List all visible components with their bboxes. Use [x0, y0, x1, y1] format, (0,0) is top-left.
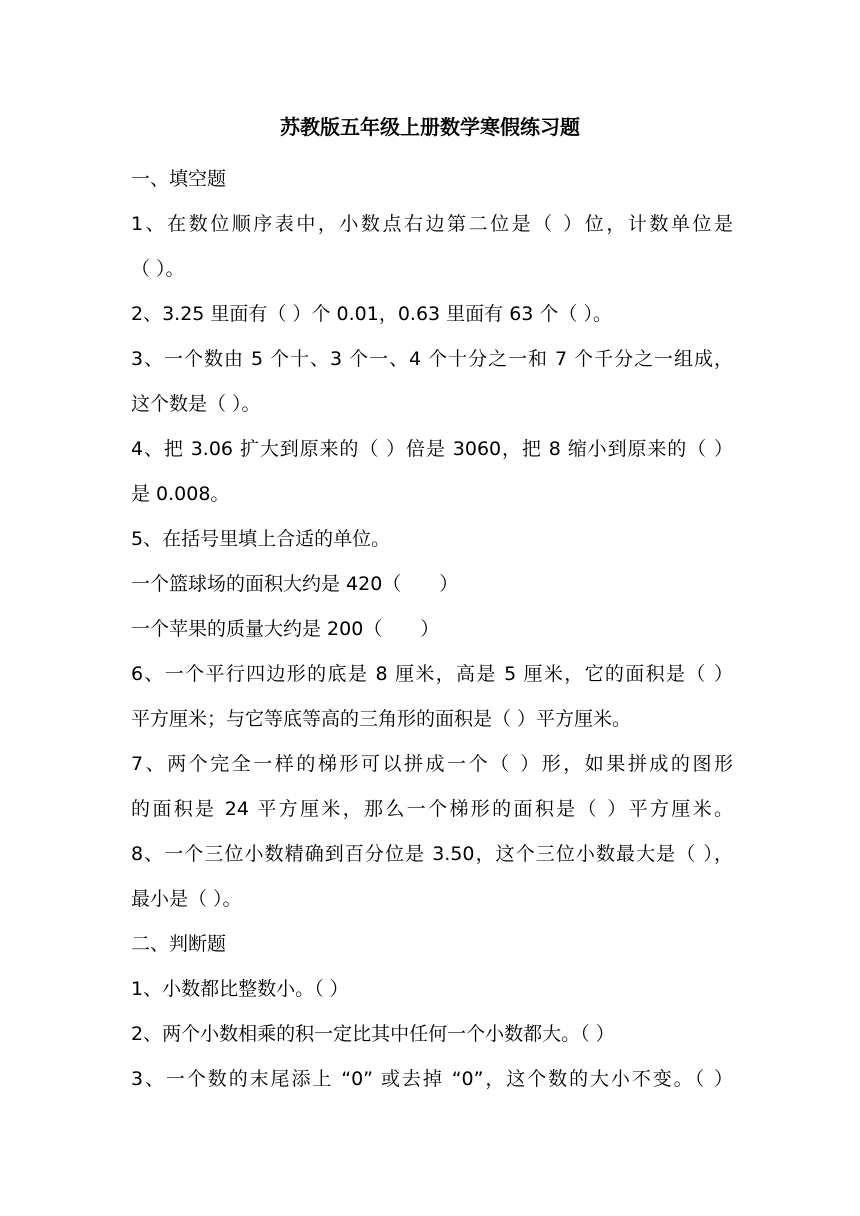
question-3-line-1: 3、一个数由 5 个十、3 个一、4 个十分之一和 7 个千分之一组成，: [131, 348, 733, 370]
judge-question-2: 2、两个小数相乘的积一定比其中任何一个小数都大。（ ）: [131, 1023, 615, 1045]
question-7-line-1: 7、两个完全一样的梯形可以拼成一个（ ）形，如果拼成的图形: [131, 753, 733, 775]
question-5-item-2: 一个苹果的质量大约是 200（ ）: [131, 618, 440, 640]
section-fill-in-blanks: [131, 157, 733, 922]
question-1-line-2: （ ）。: [131, 258, 185, 280]
question-1-line-1: 1、在数位顺序表中，小数点右边第二位是（ ）位，计数单位是: [131, 213, 733, 235]
question-4-line-1: 4、把 3.06 扩大到原来的（ ）倍是 3060，把 8 缩小到原来的（ ）: [131, 438, 733, 460]
question-8-line-2: 最小是（ ）。: [131, 888, 242, 910]
document-body: [131, 157, 733, 1102]
question-6-line-1: 6、一个平行四边形的底是 8 厘米，高是 5 厘米，它的面积是（ ）: [131, 663, 733, 685]
section-heading: 二、判断题: [131, 933, 227, 955]
question-4-line-2: 是 0.008。: [131, 483, 230, 505]
judge-question-3: 3、一个数的末尾添上 “0” 或去掉 “0”，这个数的大小不变。（ ）: [131, 1068, 733, 1090]
question-5-item-1: 一个篮球场的面积大约是 420（ ）: [131, 573, 459, 595]
question-6-line-2: 平方厘米；与它等底等高的三角形的面积是（ ）平方厘米。: [131, 708, 632, 730]
question-8-line-1: 8、一个三位小数精确到百分位是 3.50，这个三位小数最大是（ ），: [131, 843, 733, 865]
question-7-line-2: 的面积是 24 平方厘米，那么一个梯形的面积是（ ）平方厘米。: [131, 798, 733, 820]
judge-question-1: 1、小数都比整数小。（ ）: [131, 978, 349, 1000]
question-2-line-1: 2、3.25 里面有（ ）个 0.01，0.63 里面有 63 个（ ）。: [131, 303, 612, 325]
question-5-line-1: 5、在括号里填上合适的单位。: [131, 528, 391, 550]
document-title: 苏教版五年级上册数学寒假练习题: [280, 115, 580, 139]
section-true-false: [131, 922, 733, 1102]
section-heading: 一、填空题: [131, 168, 227, 190]
question-3-line-2: 这个数是（ ）。: [131, 393, 261, 415]
